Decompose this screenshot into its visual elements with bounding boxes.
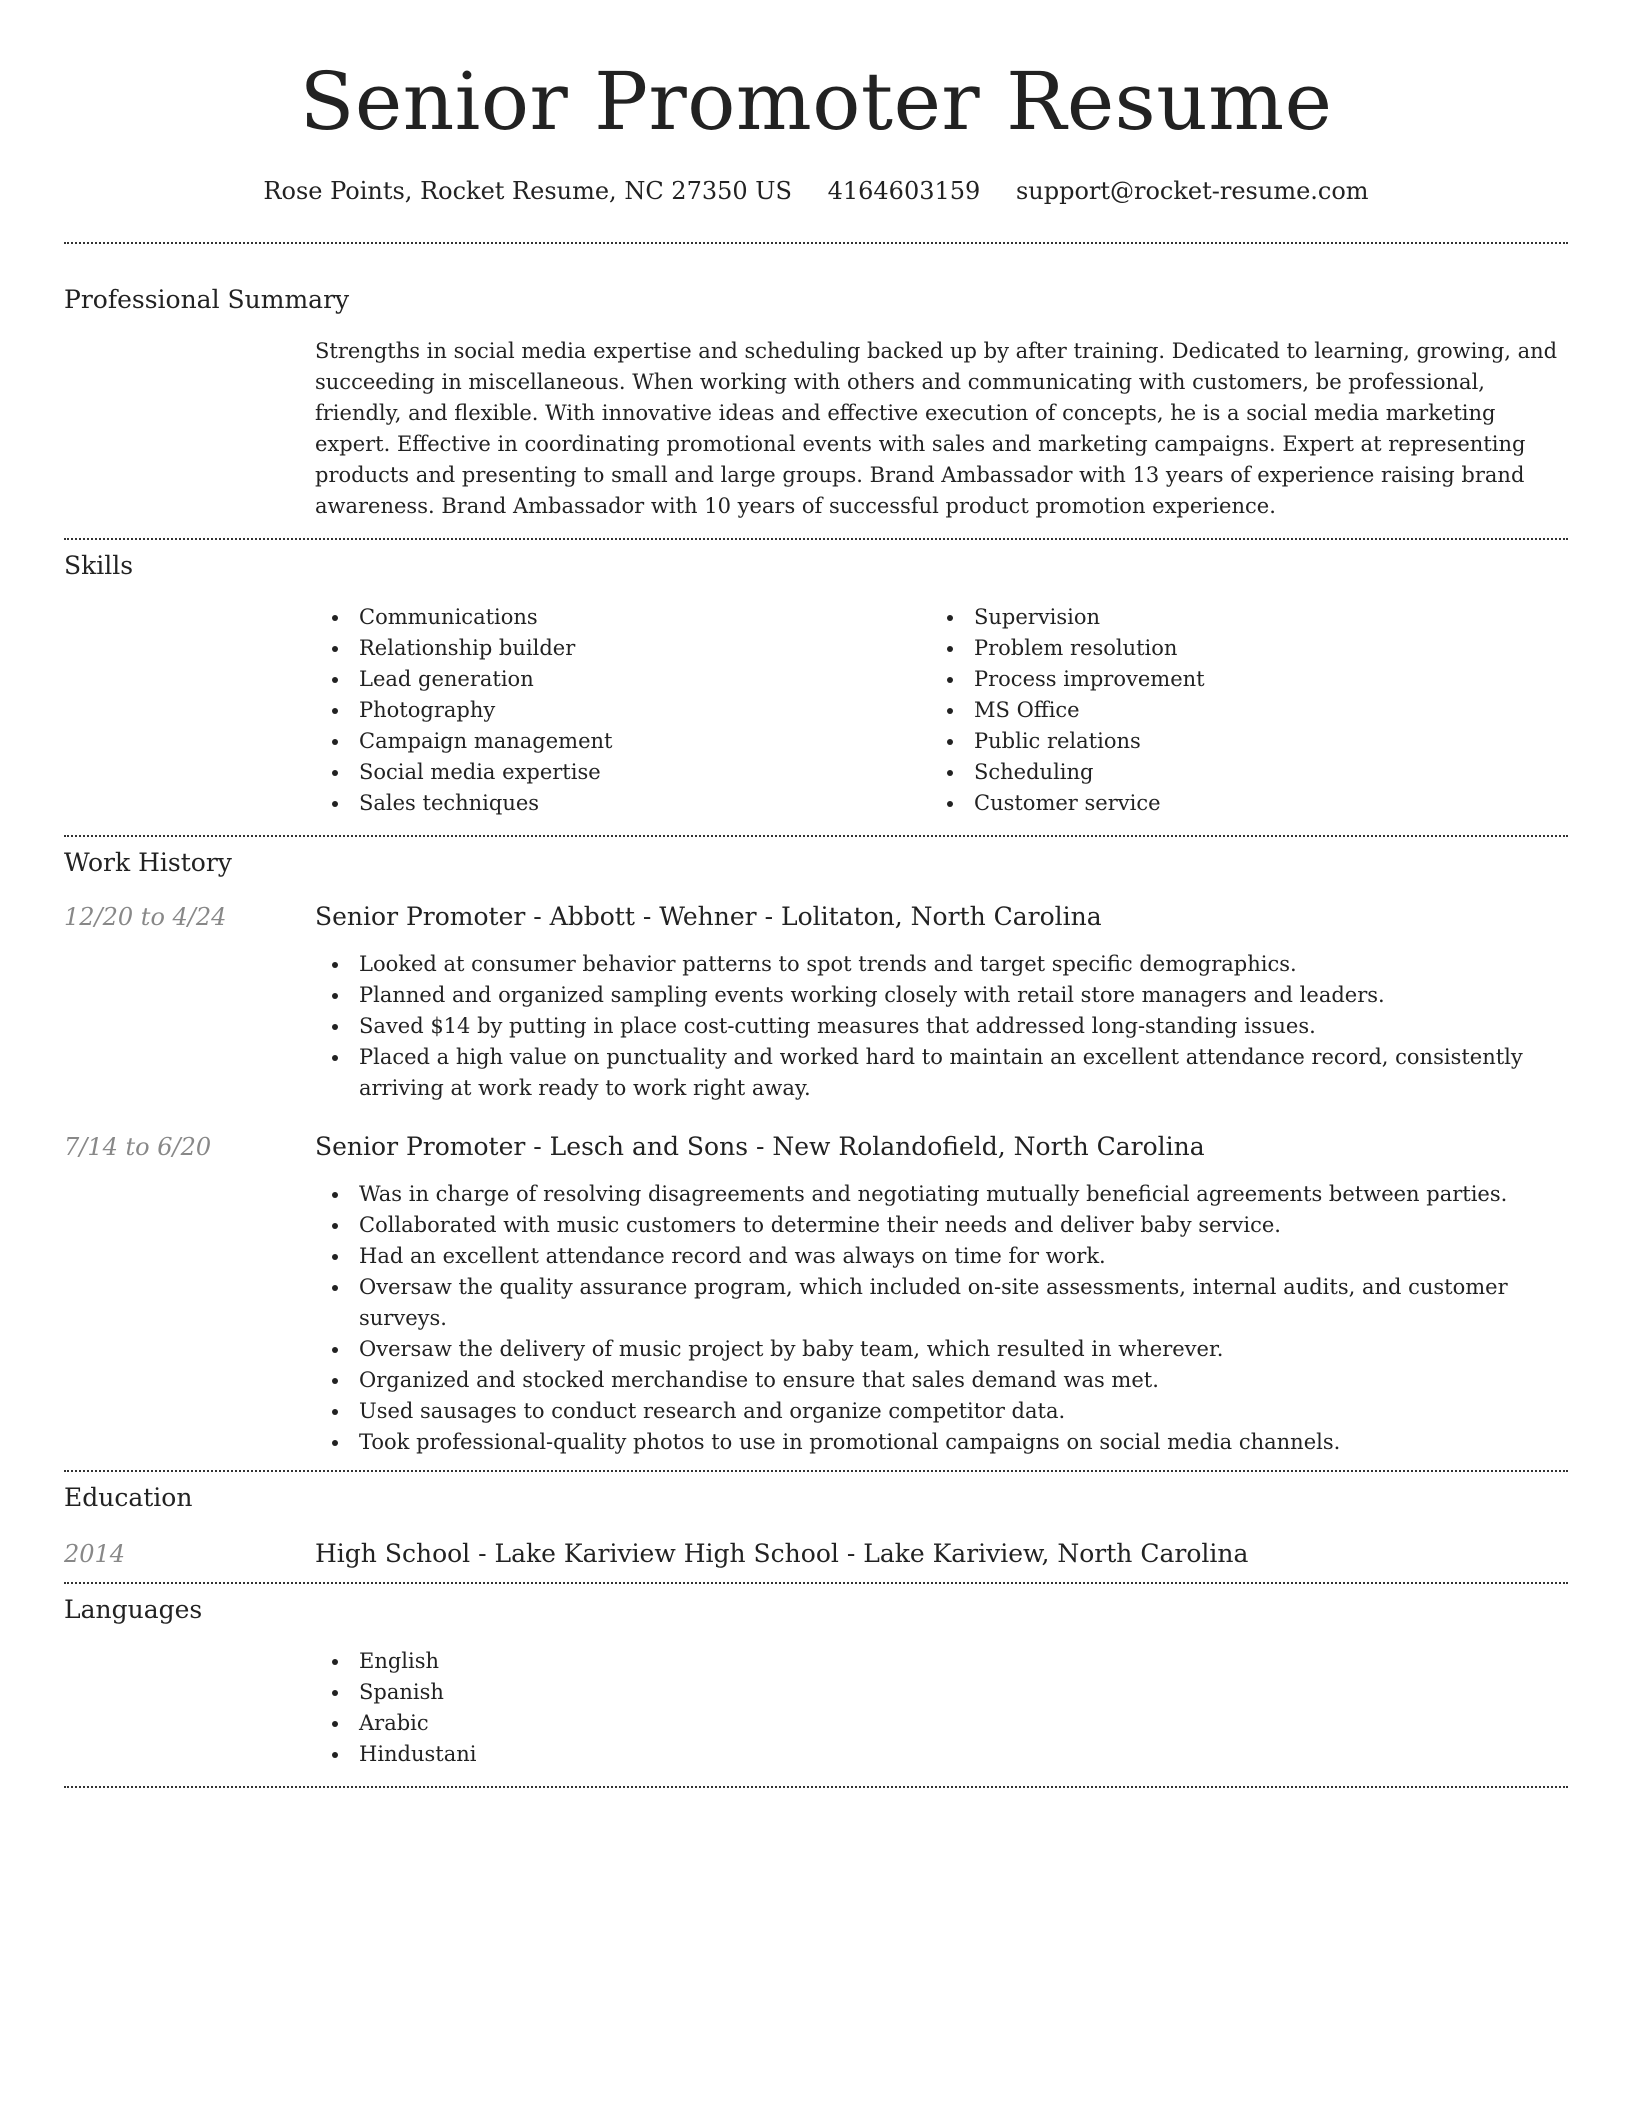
job-bullet: Organized and stocked merchandise to ensure that sales demand was met. [315,1365,1568,1396]
job-bullet: Took professional-quality photos to use in promotional campaigns on social media channels. [315,1427,1568,1458]
education-section [64,1482,1568,1570]
job-bullet: Placed a high value on punctuality and worked hard to maintain an excellent attendance record, consistently arriving at work ready to work right away. [315,1042,1568,1104]
job-bullets [315,1179,1568,1458]
job-date: 12/20 to 4/24 [64,903,227,931]
contact-email: support@rocket-resume.com [1015,177,1369,205]
languages-heading: Languages [64,1595,203,1624]
skill-item: Problem resolution [930,633,1545,664]
skill-item: Customer service [930,788,1545,819]
summary-section [64,284,1568,522]
job-bullet: Used sausages to conduct research and organize competitor data. [315,1396,1568,1427]
skills-section [64,550,1568,819]
skill-item: Supervision [930,602,1545,633]
skill-item: Social media expertise [315,757,930,788]
job-bullet: Had an excellent attendance record and was always on time for work. [315,1241,1568,1272]
education-heading: Education [64,1483,193,1512]
job-bullet: Was in charge of resolving disagreements and negotiating mutually beneficial agreements between parties. [315,1179,1568,1210]
skills-list-left [315,602,930,819]
divider [64,538,1568,540]
job-bullet: Planned and organized sampling events working closely with retail store managers and leaders. [315,980,1568,1011]
job-entry [64,1131,1568,1458]
job-bullets [315,949,1568,1104]
skill-item: Campaign management [315,726,930,757]
skill-item: Photography [315,695,930,726]
divider [64,1582,1568,1584]
contact-address: Rose Points, Rocket Resume, NC 27350 US [263,177,792,205]
skill-item: MS Office [930,695,1545,726]
skill-item: Communications [315,602,930,633]
language-item: Hindustani [315,1739,1568,1770]
summary-heading: Professional Summary [64,285,350,314]
job-bullet: Saved $14 by putting in place cost-cutting measures that addressed long-standing issues. [315,1011,1568,1042]
work-heading: Work History [64,848,232,877]
skills-heading: Skills [64,551,134,580]
job-bullet: Oversaw the quality assurance program, which included on-site assessments, internal audits, and customer surveys. [315,1272,1568,1334]
language-item: English [315,1646,1568,1677]
resume-title: Senior Promoter Resume [299,55,1333,148]
divider [64,242,1568,244]
job-entry [64,901,1568,1104]
languages-section [64,1594,1568,1770]
summary-text: Strengths in social media expertise and scheduling backed up by after training. Dedicated to learning, growing, and succeeding in miscellaneous. When working with others and communicating with customers, be professional, friendly, and flexible. With innovative ideas and effective execution of concepts, he is a social media marketing expert. Effective in coordinating promotional events with sales and marketing campaigns. Expert at representing products and presenting to small and large groups. Brand Ambassador with 13 years of experience raising brand awareness. Brand Ambassador with 10 years of successful product promotion experience. [315,339,1558,518]
skill-item: Sales techniques [315,788,930,819]
education-title: High School - Lake Kariview High School - Lake Kariview, North Carolina [315,1539,1249,1568]
skill-item: Scheduling [930,757,1545,788]
skill-item: Public relations [930,726,1545,757]
skill-item: Process improvement [930,664,1545,695]
language-item: Arabic [315,1708,1568,1739]
languages-list [315,1646,1568,1770]
skills-list-right [930,602,1545,819]
job-bullet: Collaborated with music customers to determine their needs and deliver baby service. [315,1210,1568,1241]
job-title: Senior Promoter - Lesch and Sons - New Rolandofield, North Carolina [315,1132,1205,1161]
education-entry [64,1538,1568,1570]
job-date: 7/14 to 6/20 [64,1133,212,1161]
education-date: 2014 [64,1540,126,1568]
contact-line [64,176,1568,206]
skill-item: Relationship builder [315,633,930,664]
divider [64,1786,1568,1788]
job-title: Senior Promoter - Abbott - Wehner - Lolitaton, North Carolina [315,902,1102,931]
divider [64,1470,1568,1472]
divider [64,835,1568,837]
job-bullet: Oversaw the delivery of music project by baby team, which resulted in wherever. [315,1334,1568,1365]
work-section [64,847,1568,1458]
job-bullet: Looked at consumer behavior patterns to spot trends and target specific demographics. [315,949,1568,980]
resume-page [64,0,1568,1788]
skill-item: Lead generation [315,664,930,695]
contact-phone: 4164603159 [827,177,981,205]
language-item: Spanish [315,1677,1568,1708]
